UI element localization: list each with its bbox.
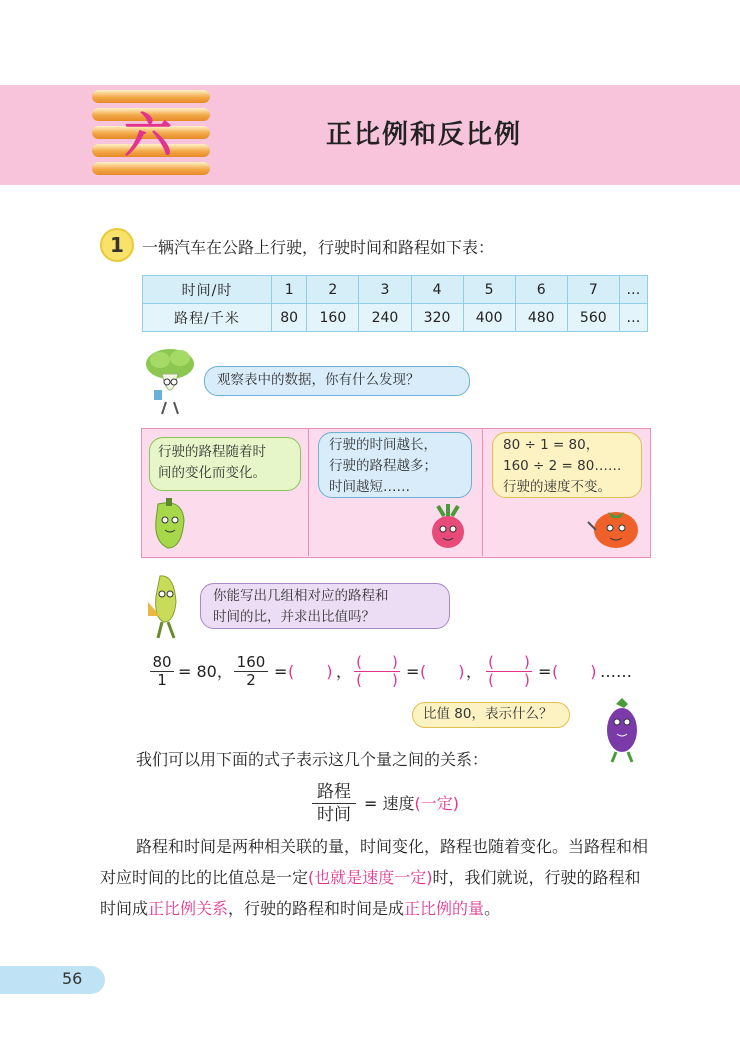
bubble-line: 间的变化而变化。 [158,465,266,481]
bubble-line: 80 ÷ 1 = 80， [503,437,600,453]
numerator-blank[interactable]: ( ) [488,653,530,671]
panel-divider [482,428,483,556]
ellipsis: …… [600,662,632,681]
corn-character-icon [140,572,194,642]
formula-speed: = 速度 [364,794,415,813]
table-cell: 560 [567,304,619,332]
radish-character-icon [424,502,470,552]
relation-text: 我们可以用下面的式子表示这几个量之间的关系： [136,750,489,769]
bubble-line: 行驶的路程越多； [329,458,437,474]
denominator: 时间 [312,803,356,826]
answer-blank[interactable]: ( ) [420,662,465,681]
answer-blank[interactable]: ( ) [552,662,597,681]
equals-sign: = [538,662,552,681]
table-row-label: 时间/时 [143,276,272,304]
cabbage-character-icon [140,346,200,416]
equals-sign: = [274,662,288,681]
paragraph-text: 时，我们就说，行驶的路程和时间成 [100,868,641,918]
table-cell: 5 [463,276,515,304]
formula-equals [364,791,459,814]
bubble-line: 行驶的路程随着时 [158,444,266,460]
bubble-line: 行驶的时间越长， [329,437,437,453]
paragraph-text: ，行驶的路程和时间是成 [228,899,405,918]
fraction-80-over-1 [150,654,174,689]
numerator-blank[interactable]: ( ) [356,653,398,671]
denominator-blank[interactable]: ( ) [354,671,400,689]
bubble-line: 行驶的速度不变。 [503,479,611,495]
bubble-line: 你能写出几组相对应的路程和 [213,588,389,604]
radish-bubble [318,432,472,498]
tomato-character-icon [584,500,644,552]
table-cell: … [619,304,647,332]
table-cell: 160 [307,304,359,332]
paragraph-highlight: 正比例关系 [148,899,229,918]
table-row [143,276,648,304]
bubble-line: 160 ÷ 2 = 80…… [503,458,622,474]
denominator: 2 [234,671,268,689]
paragraph-text: 路程和时间是两种相关联的量，时间变化，路程也随着变化。当路程和相对应时间的比的比值总是一定 [100,837,649,887]
equals-sign: = [406,662,420,681]
paragraph-text: 。 [484,899,501,918]
distance-over-time-fraction [312,781,356,826]
denominator: 1 [150,671,174,689]
bubble-line: 时间的比，并求出比值吗？ [213,609,375,625]
table-cell: 4 [411,276,463,304]
comma: ， [466,662,483,681]
page-number-tab [0,966,105,994]
denominator-blank[interactable]: ( ) [486,671,532,689]
blank-fraction [354,654,400,689]
numerator: 80 [152,653,172,671]
table-cell: 3 [359,276,411,304]
pepper-character-icon [148,498,192,554]
table-row [143,304,648,332]
numerator: 路程 [317,782,351,802]
table-cell: 480 [515,304,567,332]
observe-bubble: 观察表中的数据，你有什么发现？ [204,366,470,396]
fraction-160-over-2 [234,654,268,689]
panel-divider [308,428,309,556]
ratio-meaning-bubble: 比值 80，表示什么？ [412,702,570,728]
paragraph-highlight: 正比例的量 [404,899,485,918]
table-cell: 320 [411,304,463,332]
fraction-result: = 80， [178,662,233,681]
problem-number: 1 [100,228,134,262]
tomato-bubble [492,432,642,498]
bubble-line: 时间越短…… [329,479,410,495]
answer-blank[interactable]: ( ) [288,662,333,681]
table-cell: 400 [463,304,515,332]
formula-constant-note: (一定) [414,794,459,813]
table-cell: 7 [567,276,619,304]
comma: ， [336,662,353,681]
table-cell: … [619,276,647,304]
conclusion-paragraph [100,831,652,924]
pepper-bubble [149,437,301,491]
page-number: 56 [62,969,83,988]
table-cell: 6 [515,276,567,304]
table-cell: 240 [359,304,411,332]
blank-fraction [486,654,532,689]
chapter-title: 正比例和反比例 [326,120,523,150]
question-bubble [200,583,450,629]
paragraph-highlight: (也就是速度一定) [308,868,433,887]
eggplant-character-icon [596,694,650,764]
time-distance-table [142,275,648,332]
table-row-label: 路程/千米 [143,304,272,332]
chapter-number: 六 [124,108,173,164]
table-cell: 80 [272,304,307,332]
table-cell: 2 [307,276,359,304]
problem-intro: 一辆汽车在公路上行驶，行驶时间和路程如下表： [142,238,495,257]
numerator: 160 [236,653,266,671]
table-cell: 1 [272,276,307,304]
